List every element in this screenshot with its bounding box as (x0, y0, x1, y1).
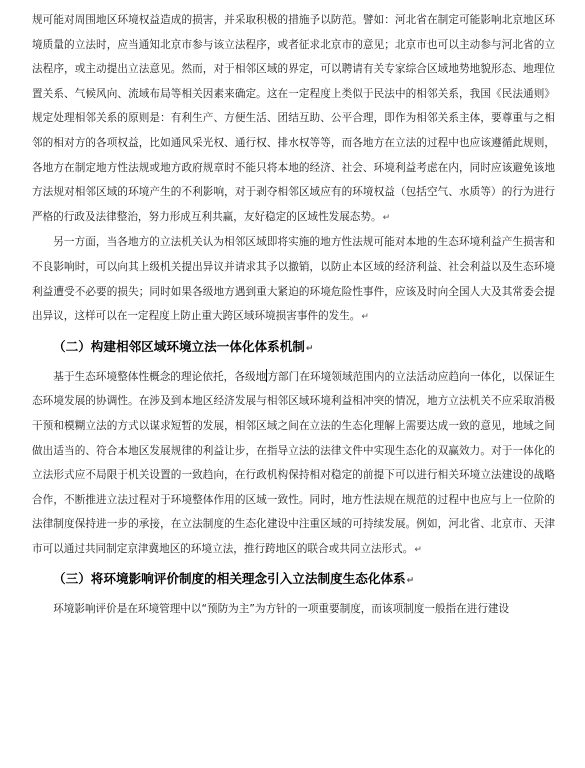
body-paragraph (32, 597, 555, 622)
section-heading-text: （三）将环境影响评价制度的相关理念引入立法制度生态化体系 (53, 571, 406, 587)
body-paragraph (32, 230, 555, 329)
paragraph-mark-icon: ↵ (406, 576, 415, 587)
paragraph-mark-icon: ↵ (382, 212, 391, 223)
body-paragraph[interactable] (32, 365, 555, 563)
body-paragraph (32, 8, 555, 230)
paragraph-mark-icon: ↵ (361, 312, 369, 323)
section-heading-text: （二）构建相邻区域环境立法一体化体系机制 (53, 338, 305, 354)
paragraph-text: 方部门在环境领域范围内的立法活动应趋向一体化，以保证生态环境发展的协调性。在涉及到本地区经济发展与相邻区域环境利益相冲突的情况，地方立法机关不应采取消极干预和模糊立法的方式以谋求短暂的发展，相邻区域之间在立法的生态化理解上需要达成一致的意见，地域之间做出适当的、符合本地区发展规律的利益让步，在指导立法的法律文件中实现生态化的双赢效力。对于一体化的立法形式应不局限于机关设置的一致趋向，在行政机构保持相对稳定的前提下可以进行相关环境立法建设的战略合作，不断推进立法过程对于环境整体作用的区域一致性。同时，地方性法规在规范的过程中也应与上一位阶的法律制度保持进一步的承接，在立法制度的生态化建设中注重区域的可持续发展。例如，河北省、北京市、天津市可以通过共同制定京津冀地区的环境立法，推行跨地区的联合或共同立法形式。 (32, 370, 556, 555)
paragraph-mark-icon: ↵ (414, 544, 422, 555)
paragraph-mark-icon: ↵ (305, 343, 314, 354)
paragraph-text: 环境影响评价是在环境管理中以“预防为主”为方针的一项重要制度，而该项制度一般指在进行建设 (53, 603, 510, 616)
paragraph-text: 另一方面，当各地方的立法机关认为相邻区域即将实施的地方性法规可能对本地的生态环境利益产生损害和不良影响时，可以向其上级机关提出异议并请求其予以撤销，以防止本区域的经济利益、社会利益以及生态环境利益遭受不必要的损失；同时如果各级地方遇到重大紧迫的环境危险性事件，应该及时向全国人大及其常委会提出异议，这样可以在一定程度上防止重大跨区域环境损害事件的发生。 (32, 236, 555, 323)
section-heading (32, 334, 555, 362)
paragraph-text: 基于生态环境整体性概念的理论依托，各级地 (53, 370, 267, 383)
section-heading (32, 566, 555, 594)
paragraph-text: 规可能对周围地区环境权益造成的损害，并采取积极的措施予以防范。譬如：河北省在制定可能影响北京地区环境质量的立法时，应当通知北京市参与该立法程序，或者征求北京市的意见；北京市也可以主动参与河北省的立法程序，或主动提出立法意见。然而，对于相邻区域的界定，可以聘请有关专家综合区域地势地貌形态、地理位置关系、气候风向、流域布局等相关因素来确定。这在一定程度上类似于民法中的相邻关系，我国《民法通则》规定处理相邻关系的原则是：有利生产、方便生活、团结互助、公平合理，即作为相邻关系主体，要尊重与之相邻的相对方的各项权益，比如通风采光权、通行权、排水权等等，而各地方在立法的过程中也应该遵循此规则，各地方在制定地方性法规或地方政府规章时不能只将本地的经济、社会、环境利益考虑在内，同时应该避免该地方法规对相邻区域的环境产生的不利影响，对于剥夺相邻区域应有的环境权益（包括空气、水质等）的行为进行严格的行政及法律整治，努力形成互利共赢，友好稳定的区域性发展态势。 (32, 14, 555, 223)
